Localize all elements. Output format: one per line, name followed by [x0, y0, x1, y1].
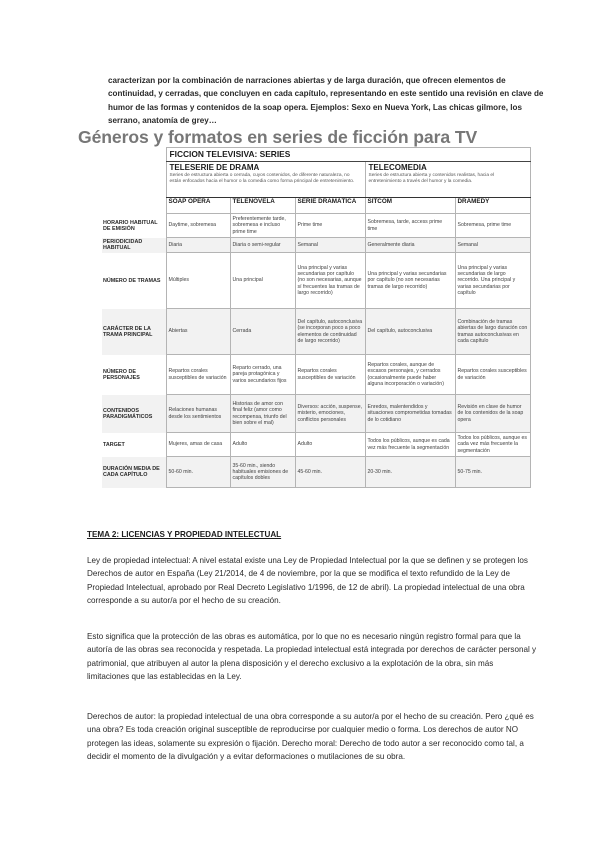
table-cell: Historias de amor con final feliz (amor como recompensa, triunfo del bien sobre el mal)	[230, 395, 295, 433]
table-cell: Relaciones humanas desde los sentimientos	[166, 395, 230, 433]
table-cell: Una principal y varias secundarias por capítulo (no son necesarias, aunque sí frecuentes las tramas de largo recorrido)	[295, 253, 365, 309]
category-drama-header	[166, 162, 365, 198]
row-label: CONTENIDOS PARADIGMÁTICOS	[102, 395, 166, 433]
table-cell: Adulto	[230, 433, 295, 457]
table-cell: Todos los públicos, aunque es cada vez más frecuente la segmentación	[455, 433, 530, 457]
table-cell: 45-60 min.	[295, 457, 365, 488]
table-cell: Cerrada	[230, 309, 295, 355]
table-row	[102, 253, 530, 309]
genres-formats-table	[102, 147, 531, 488]
table-cell: 50-60 min.	[166, 457, 230, 488]
table-cell: Sobremesa, tarde, access prime time	[365, 214, 455, 238]
table-cell: Mujeres, amas de casa	[166, 433, 230, 457]
table-cell: Repartos corales, aunque de escasos personajes, y cerrados (ocasionalmente puede haber alguna incorporación o variación)	[365, 355, 455, 395]
table-cell: Generalmente diaria	[365, 238, 455, 253]
table-cell: Diaria	[166, 238, 230, 253]
table-cell: Del capítulo, autoconclusiva (se incorporan poco a poco elementos de continuidad de largo recorrido)	[295, 309, 365, 355]
intro-paragraph: caracterizan por la combinación de narraciones abiertas y de larga duración, que ofrecen elementos de continuidad, y cerradas, que concluyen en cada capítulo, representando en este sentido una revisión en clave de humor de las formas y contenidos de la soap opera. Ejemplos: Sexo en Nueva York, Las chicas gilmore, los serrano, anatomía de grey…	[108, 76, 544, 125]
table-row	[102, 457, 530, 488]
table-row	[102, 214, 530, 238]
figure-title: Géneros y formatos en series de ficción para TV	[78, 127, 478, 147]
table-cell: Semanal	[455, 238, 530, 253]
row-label: PERIODICIDAD HABITUAL	[102, 238, 166, 253]
table-cell: Repartos corales susceptibles de variación	[166, 355, 230, 395]
table-cell: Prime time	[295, 214, 365, 238]
category-title: TELESERIE DE DRAMA	[169, 163, 260, 172]
body-paragraph: Ley de propiedad intelectual: A nivel estatal existe una Ley de Propiedad Intelectual por la que se definen y se protegen los Derechos de autor en España (Ley 21/2014, de 4 de noviembre, por la que se modifica el texto refundido de la Ley de Propiedad Intelectual, aprobado por Real Decreto Legislativo 1/1996, de 12 de abril). La propiedad intelectual de una obra corresponde a su autor/a por el hecho de su creación.	[87, 556, 528, 605]
table-corner	[102, 148, 166, 162]
column-header: DRAMEDY	[455, 198, 530, 214]
category-title: TELECOMEDIA	[368, 163, 427, 172]
table-row	[102, 309, 530, 355]
table-cell: Repartos corales susceptibles de variación	[295, 355, 365, 395]
column-header: SERIE DRAMÁTICA	[295, 198, 365, 214]
table-cell: Una principal	[230, 253, 295, 309]
table-cell: Diaria o semi-regular	[230, 238, 295, 253]
table-cell: Combinación de tramas abiertas de largo duración con tramas autoconclusivas en cada capítulo	[455, 309, 530, 355]
table-cell: 35-60 min., siendo habituales emisiones de capítulos dobles	[230, 457, 295, 488]
table-row	[102, 433, 530, 457]
table-cell: Daytime, sobremesa	[166, 214, 230, 238]
table-main-header: FICCION TELEVISIVA: SERIES	[166, 148, 530, 162]
table-cell: Múltiples	[166, 253, 230, 309]
table-cell: Una principal y varias secundarias de largo recorrido. Una principal y varias secundarias por capítulo	[455, 253, 530, 309]
row-label: DURACIÓN MEDIA DE CADA CAPÍTULO	[102, 457, 166, 488]
category-description: Series de estructura abierta o cerrada, cuyos contenidos, de diferente naturaleza, no están enfocados hacia el humor o la comedia como forma principal de entretenimiento.	[169, 173, 355, 184]
row-label: CARÁCTER DE LA TRAMA PRINCIPAL	[102, 309, 166, 355]
table-cell: Abiertas	[166, 309, 230, 355]
table-cell: Enredos, malentendidos y situaciones comprometidas tomadas de lo cotidiano	[365, 395, 455, 433]
table-cell: Reparto cerrado, una pareja protagónica y varios secundarios fijos	[230, 355, 295, 395]
body-paragraph: Derechos de autor: la propiedad intelectual de una obra corresponde a su autor/a por el hecho de su creación. Pero ¿qué es una obra? Es toda creación original susceptible de reproducirse por cualquier medio o forma. Los derechos de autor NO protegen las ideas, solamente su expresión o fijación. Derecho moral: Derecho de todo autor a ser reconocido como tal, a decidir el momento de la divulgación y a evitar deformaciones o mutilaciones de su obra.	[87, 712, 534, 761]
category-description: Series de estructura abierta y contenidos realistas, hacia el entretenimiento a través del humor y la comedia.	[368, 173, 495, 184]
row-label: TARGET	[102, 433, 166, 457]
table-cell: Preferentemente tarde, sobremesa e incluso prime time	[230, 214, 295, 238]
table-cell: Sobremesa, prime time	[455, 214, 530, 238]
table-cell: Diversos: acción, suspense, misterio, emociones, conflictos personales	[295, 395, 365, 433]
table-row	[102, 355, 530, 395]
table-row	[102, 238, 530, 253]
row-label: NÚMERO DE PERSONAJES	[102, 355, 166, 395]
table-cell: Adulto	[295, 433, 365, 457]
column-header: SOAP OPERA	[166, 198, 230, 214]
table-cell: 50-75 min.	[455, 457, 530, 488]
section-heading: TEMA 2: LICENCIAS Y PROPIEDAD INTELECTUAL	[87, 530, 282, 539]
table-cell: Repartos corales susceptibles de variación	[455, 355, 530, 395]
body-paragraph: Esto significa que la protección de las obras es automática, por lo que no es necesario ningún registro formal para que la autoría de las obras sea reconocida y respetada. La propiedad intelectual está integrada por derechos de carácter personal y patrimonial, que atribuyen al autor la plena disposición y el derecho exclusivo a la explotación de la obra, sin más limitaciones que las establecidas en la Ley.	[87, 632, 537, 681]
row-label: NÚMERO DE TRAMAS	[102, 253, 166, 309]
column-header: SITCOM	[365, 198, 455, 214]
table-cell: Una principal y varias secundarias por capítulo (no son necesarias tramas de largo recorrido)	[365, 253, 455, 309]
category-comedy-header	[365, 162, 530, 198]
column-header: TELENOVELA	[230, 198, 295, 214]
row-label: HORARIO HABITUAL DE EMISIÓN	[102, 214, 166, 238]
table-cell: Revisión en clave de humor de los contenidos de la soap opera	[455, 395, 530, 433]
table-cell: Del capítulo, autoconclusiva	[365, 309, 455, 355]
table-row	[102, 395, 530, 433]
table-cell: Todos los públicos, aunque es cada vez más frecuente la segmentación	[365, 433, 455, 457]
table-cell: Semanal	[295, 238, 365, 253]
table-cell: 20-30 min.	[365, 457, 455, 488]
